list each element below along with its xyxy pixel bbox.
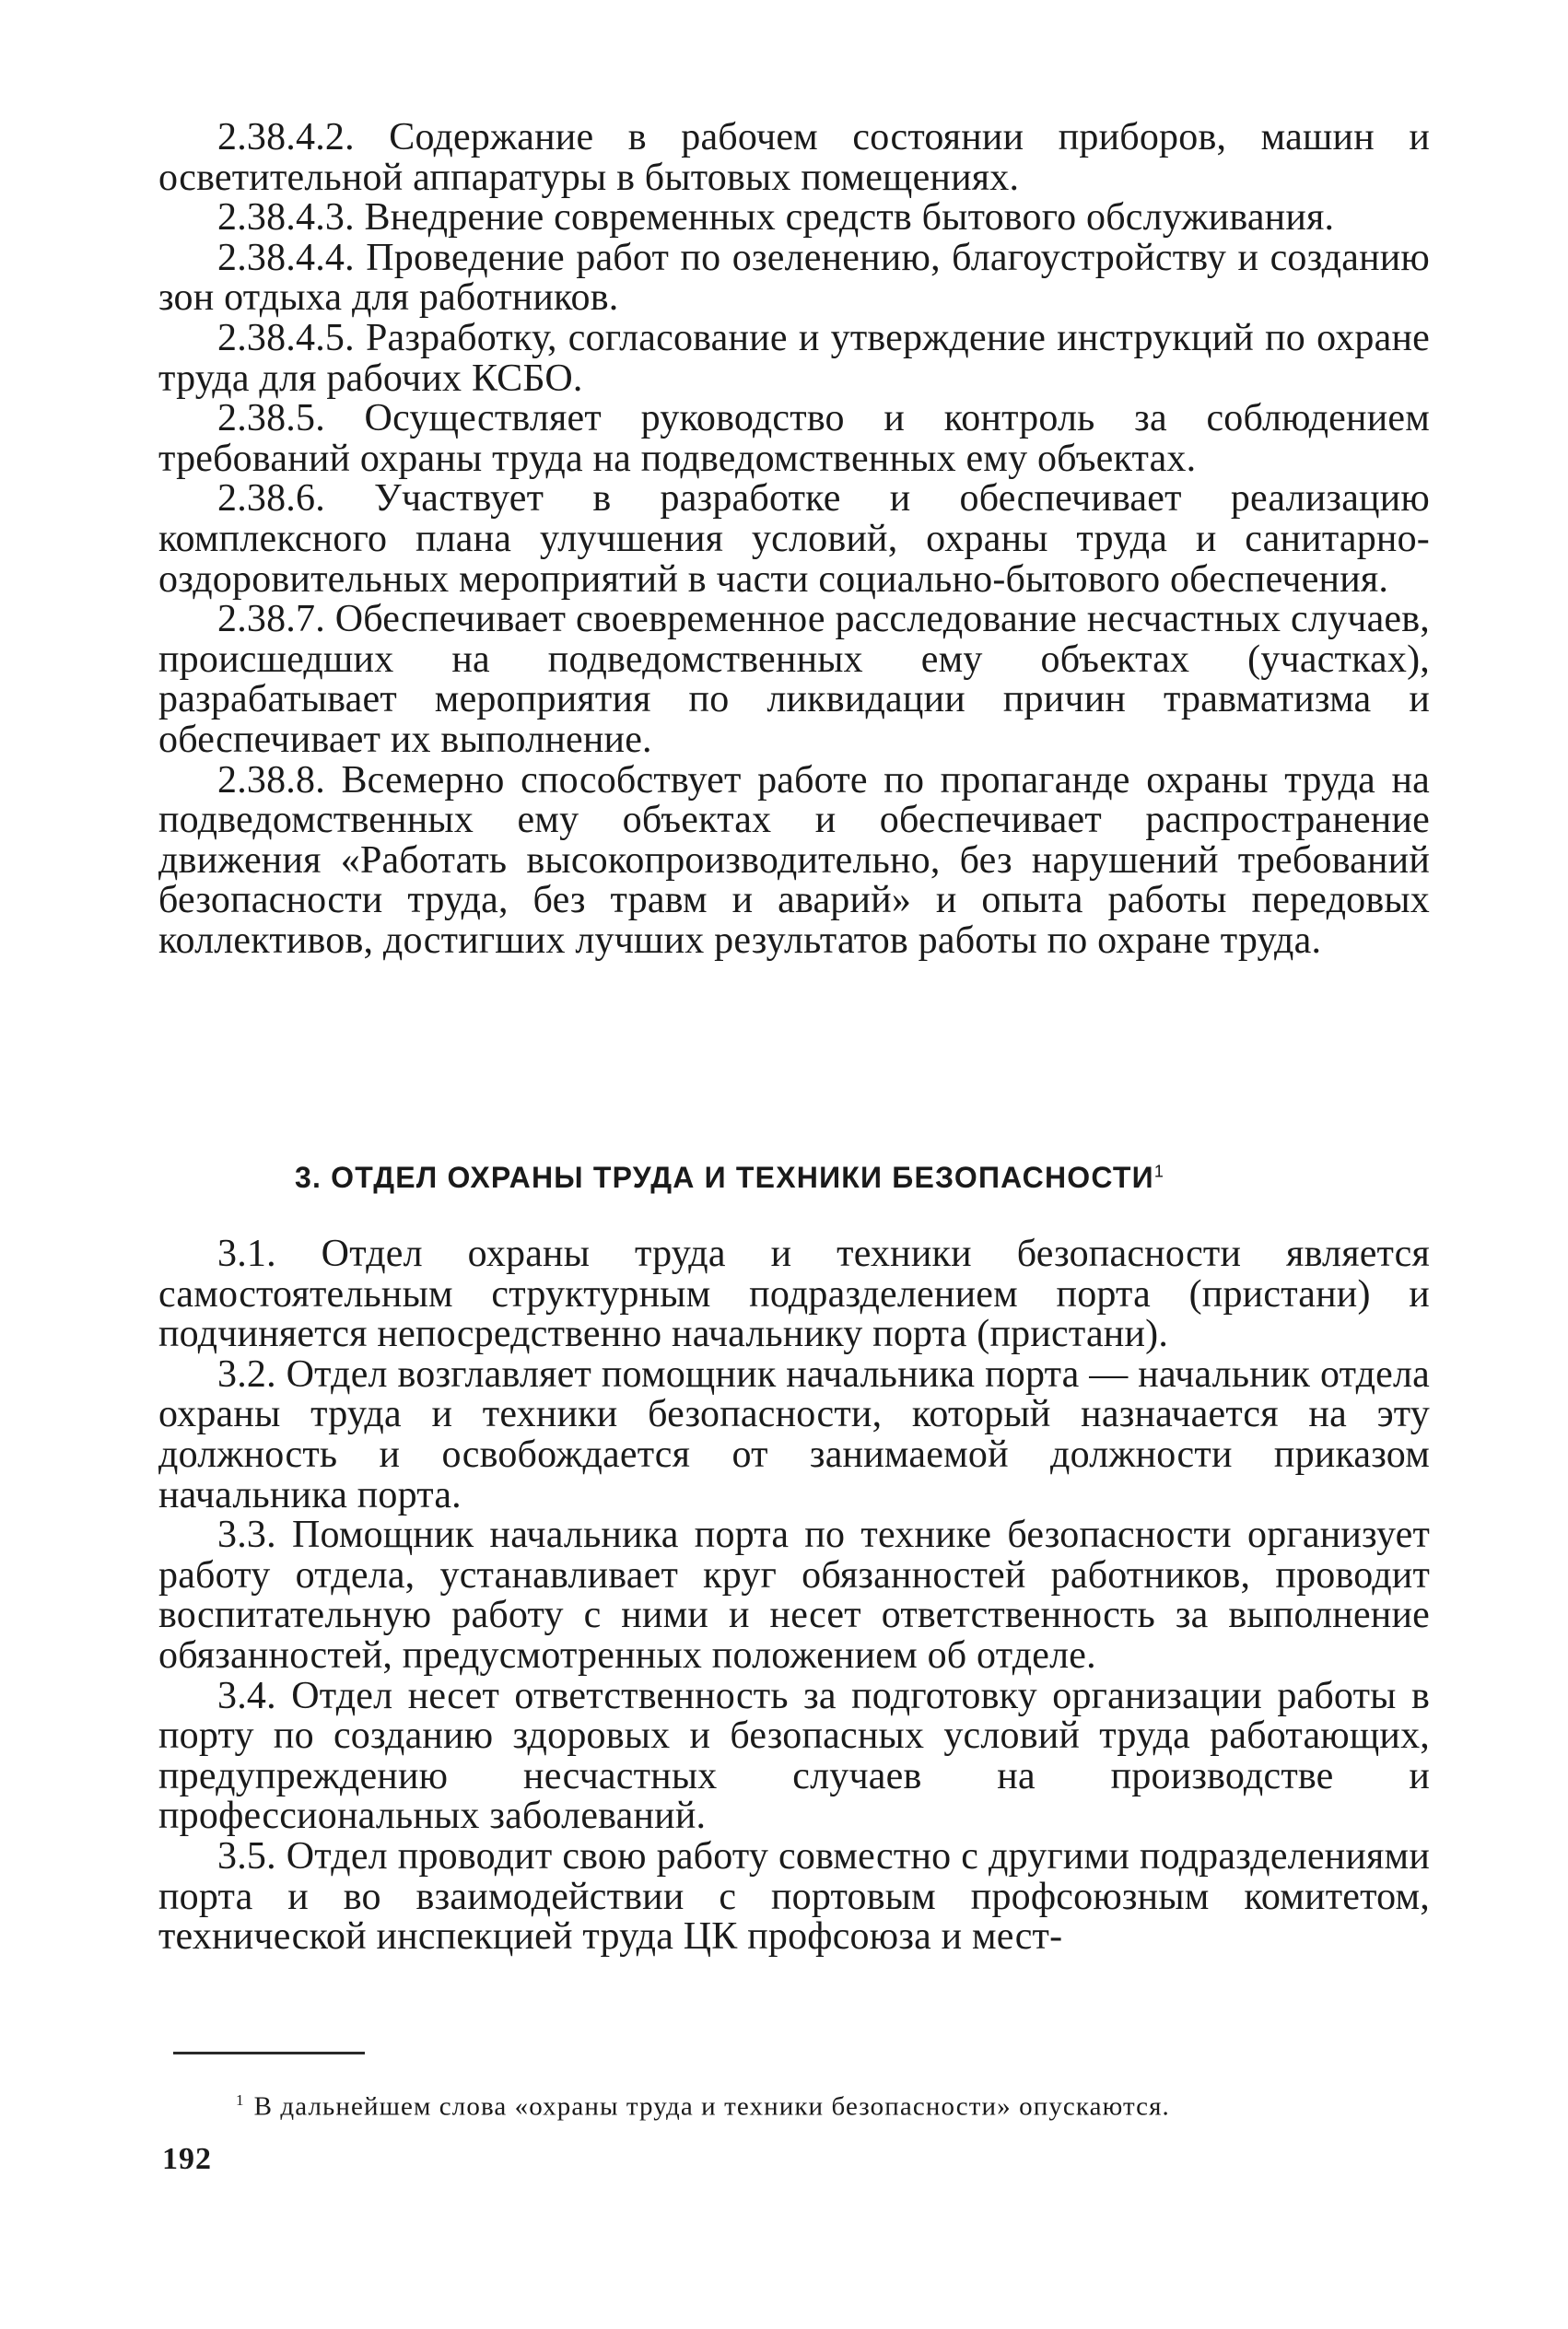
paragraph-3-2: 3.2. Отдел возглавляет помощник начальника порта — начальник отдела охраны труда и техники безопасности, который назначается на эту должность и освобождается от занимаемой должности приказом начальника порта. [158, 1352, 1430, 1516]
section-text-block [158, 1235, 1430, 1958]
paragraph-2-38-7: 2.38.7. Обеспечивает своевременное расследование несчастных случаев, происшедших на подведомственных ему объектах (участках), разрабатывает мероприятия по ликвидации причин травматизма и обеспечивает их выполнение. [158, 598, 1430, 761]
paragraph-3-5: 3.5. Отдел проводит свою работу совместно с другими подразделениями порта и во взаимодействии с портовым профсоюзным комитетом, технической инспекцией труда ЦК профсоюза и мест- [158, 1834, 1430, 1959]
footnote [236, 2085, 1443, 2123]
section-heading-text: 3. ОТДЕЛ ОХРАНЫ ТРУДА И ТЕХНИКИ БЕЗОПАСНОСТИ [295, 1161, 1154, 1194]
paragraph-2-38-5: 2.38.5. Осуществляет руководство и контроль за соблюдением требований охраны труда на подведомственных ему объектах. [158, 397, 1430, 480]
paragraph-2-38-6: 2.38.6. Участвует в разработке и обеспечивает реализацию комплексного плана улучшения условий, охраны труда и санитарно-оздоровительных мероприятий в части социально-бытового обеспечения. [158, 477, 1430, 601]
paragraph-2-38-4-3: 2.38.4.3. Внедрение современных средств бытового обслуживания. [217, 196, 1335, 240]
section-heading [295, 1161, 1164, 1195]
paragraph-3-4: 3.4. Отдел несет ответственность за подготовку организации работы в порту по созданию здоровых и безопасных условий труда работающих, предупреждению несчастных случаев на производстве и профессиональных заболеваний. [158, 1674, 1430, 1838]
paragraph-3-1: 3.1. Отдел охраны труда и техники безопасности является самостоятельным структурным подразделением порта (пристани) и подчиняется непосредственно начальнику порта (пристани). [158, 1233, 1430, 1356]
section-footnote-marker: 1 [1153, 1162, 1165, 1181]
paragraph-2-38-4-4: 2.38.4.4. Проведение работ по озеленению, благоустройству и созданию зон отдыха для работников. [158, 236, 1430, 320]
footnote-marker: 1 [236, 2091, 245, 2109]
paragraph-2-38-8: 2.38.8. Всемерно способствует работе по пропаганде охраны труда на подведомственных ему объектах и обеспечивает распространение движения «Работать высокопроизводительно, без нарушений требований безопасности труда, без травм и аварий» и опыта работы передовых коллективов, достигших лучших результатов работы по охране труда. [158, 758, 1430, 962]
page-number: 192 [162, 2142, 212, 2176]
paragraph-2-38-4-2: 2.38.4.2. Содержание в рабочем состоянии приборов, машин и осветительной аппаратуры в бытовых помещениях. [158, 116, 1430, 199]
paragraph-3-3: 3.3. Помощник начальника порта по технике безопасности организует работу отдела, устанавливает круг обязанностей работников, проводит воспитательную работу с ними и несет ответственность за выполнение обязанностей, предусмотренных положением об отделе. [158, 1514, 1430, 1677]
top-text-block [158, 118, 1430, 961]
footnote-text: В дальнейшем слова «охраны труда и техники безопасности» опускаются. [253, 2091, 1170, 2122]
footnote-divider [173, 2052, 365, 2054]
paragraph-2-38-4-5: 2.38.4.5. Разработку, согласование и утверждение инструкций по охране труда для рабочих КСБО. [158, 316, 1430, 400]
